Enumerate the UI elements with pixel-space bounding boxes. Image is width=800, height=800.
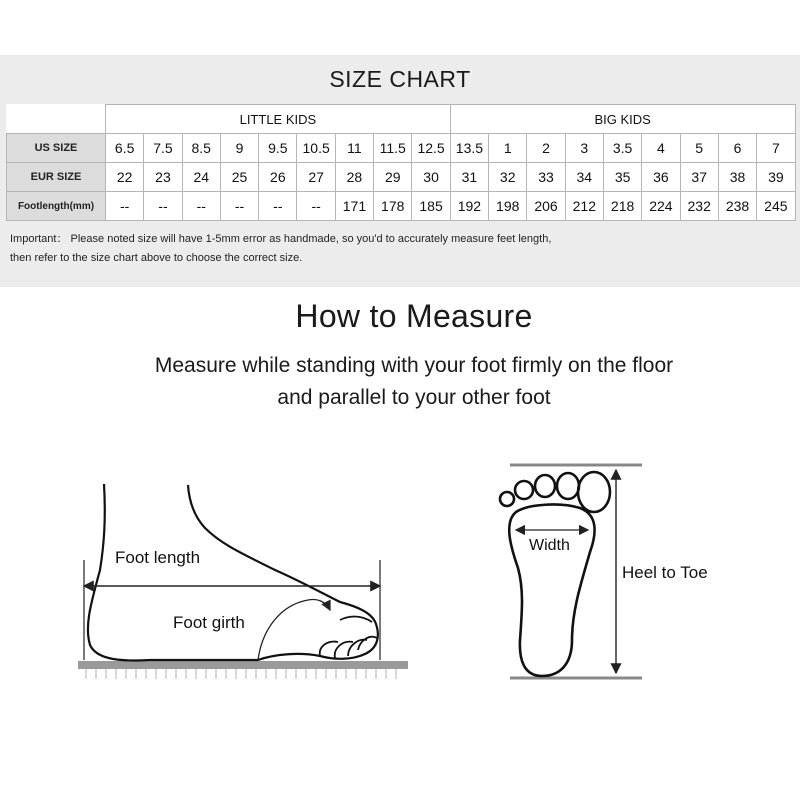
- eur-size-label: EUR SIZE: [7, 163, 106, 192]
- footlength-cell: 224: [642, 192, 680, 221]
- how-to-measure-title: How to Measure: [295, 298, 533, 334]
- little-kids-header: LITTLE KIDS: [106, 105, 451, 134]
- eur-size-cell: 33: [527, 163, 565, 192]
- eur-size-cell: 38: [718, 163, 756, 192]
- eur-size-cell: 39: [757, 163, 795, 192]
- side-foot-illustration: [78, 484, 408, 679]
- us-size-cell: 8.5: [182, 134, 220, 163]
- us-size-cell: 1: [489, 134, 527, 163]
- sizing-note-line1: Important： Please noted size will have 1-5mm error as handmade, so you'd to accurately measure feet length,: [10, 233, 552, 245]
- us-size-cell: 3: [565, 134, 603, 163]
- eur-size-cell: 25: [220, 163, 258, 192]
- sizing-note-line2: then refer to the size chart above to choose the correct size.: [10, 252, 303, 264]
- eur-size-cell: 27: [297, 163, 335, 192]
- footlength-cell: 185: [412, 192, 450, 221]
- footprint-sole-illustration: [500, 465, 642, 678]
- floor-line: [78, 661, 408, 669]
- footlength-cell: 206: [527, 192, 565, 221]
- footlength-cell: 212: [565, 192, 603, 221]
- eur-size-cell: 31: [450, 163, 488, 192]
- us-size-cell: 13.5: [450, 134, 488, 163]
- eur-size-cell: 24: [182, 163, 220, 192]
- eur-size-cell: 26: [259, 163, 297, 192]
- eur-size-cell: 28: [335, 163, 373, 192]
- foot-outline: [88, 484, 378, 660]
- us-size-cell: 9.5: [259, 134, 297, 163]
- foot-girth-label: Foot girth: [173, 613, 245, 632]
- us-size-cell: 9: [220, 134, 258, 163]
- size-chart-title: SIZE CHART: [329, 66, 471, 92]
- instruction-line2: and parallel to your other foot: [277, 386, 551, 409]
- us-size-cell: 2: [527, 134, 565, 163]
- footlength-cell: 192: [450, 192, 488, 221]
- eur-size-cell: 29: [374, 163, 412, 192]
- eur-size-cell: 23: [144, 163, 182, 192]
- us-size-cell: 4: [642, 134, 680, 163]
- footlength-cell: 238: [718, 192, 756, 221]
- us-size-cell: 7: [757, 134, 795, 163]
- us-size-cell: 6.5: [106, 134, 144, 163]
- eur-size-cell: 37: [680, 163, 718, 192]
- footlength-cell: 178: [374, 192, 412, 221]
- footlength-cell: 232: [680, 192, 718, 221]
- us-size-cell: 5: [680, 134, 718, 163]
- eur-size-cell: 30: [412, 163, 450, 192]
- footlength-cell: 198: [489, 192, 527, 221]
- footlength-cell: --: [106, 192, 144, 221]
- footlength-label: Footlength(mm): [7, 192, 106, 221]
- eur-size-cell: 32: [489, 163, 527, 192]
- us-size-cell: 12.5: [412, 134, 450, 163]
- footlength-cell: --: [144, 192, 182, 221]
- eur-size-cell: 22: [106, 163, 144, 192]
- footlength-cell: --: [182, 192, 220, 221]
- us-size-cell: 11: [335, 134, 373, 163]
- footlength-cell: 245: [757, 192, 795, 221]
- footlength-cell: --: [259, 192, 297, 221]
- footlength-cell: 218: [603, 192, 641, 221]
- width-label: Width: [529, 537, 570, 554]
- foot-length-label: Foot length: [115, 548, 201, 567]
- toe-prints: [500, 472, 610, 512]
- big-kids-header: BIG KIDS: [450, 105, 795, 134]
- heel-to-toe-label: Heel to Toe: [622, 563, 708, 582]
- eur-size-cell: 35: [603, 163, 641, 192]
- us-size-cell: 6: [718, 134, 756, 163]
- us-size-label: US SIZE: [7, 134, 106, 163]
- instruction-line1: Measure while standing with your foot firmly on the floor: [154, 354, 674, 377]
- footlength-cell: 171: [335, 192, 373, 221]
- us-size-cell: 11.5: [374, 134, 412, 163]
- floor-hatching: [86, 669, 396, 679]
- eur-size-cell: 36: [642, 163, 680, 192]
- us-size-cell: 10.5: [297, 134, 335, 163]
- eur-size-cell: 34: [565, 163, 603, 192]
- footlength-cell: --: [220, 192, 258, 221]
- us-size-cell: 3.5: [603, 134, 641, 163]
- footlength-cell: --: [297, 192, 335, 221]
- us-size-cell: 7.5: [144, 134, 182, 163]
